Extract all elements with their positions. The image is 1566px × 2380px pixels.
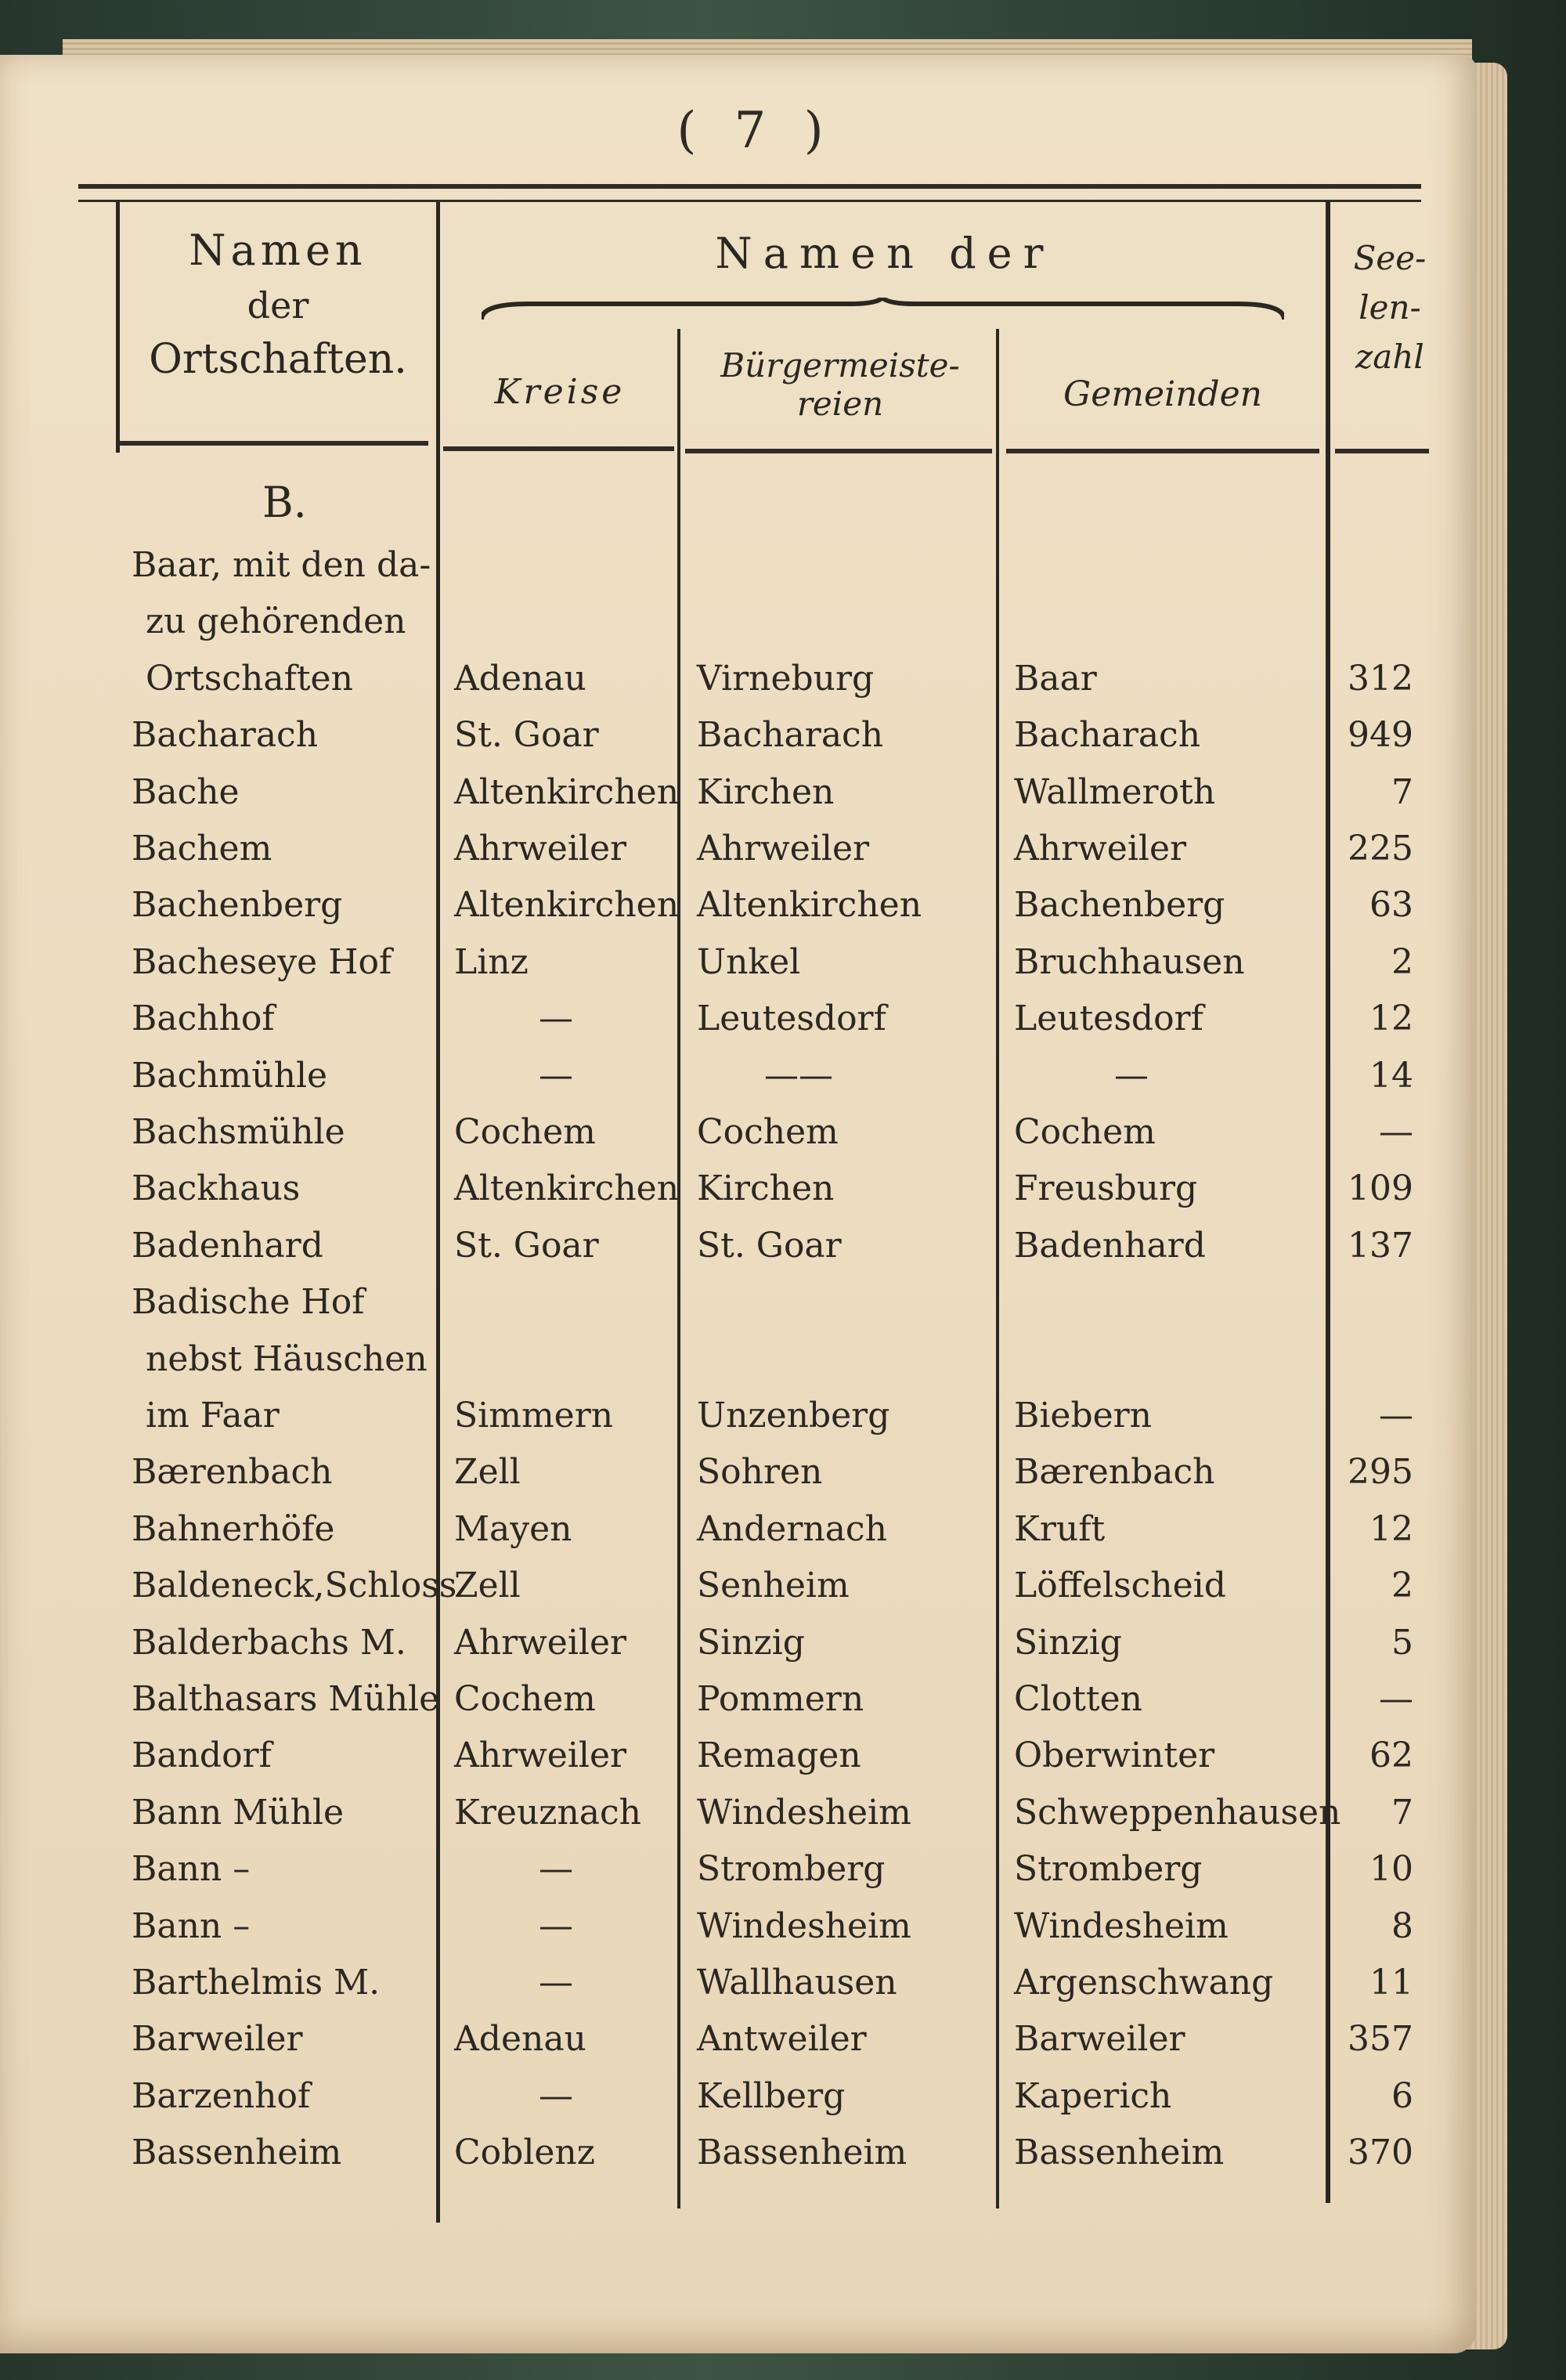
cell-kreis: — <box>539 999 573 1039</box>
cell-kreis: Zell <box>454 1452 521 1493</box>
cell-gemeinde: Ahrweiler <box>1014 829 1187 869</box>
header-ort-line1: Namen <box>189 226 367 275</box>
cell-ortschaft: Bachmühle <box>132 1055 328 1096</box>
cell-kreis: Adenau <box>454 658 586 699</box>
header-buergermeistereien <box>687 346 993 423</box>
cell-gemeinde: Löffelscheid <box>1014 1566 1226 1606</box>
header-top-rule <box>78 184 1421 202</box>
cell-ortschaft: nebst Häuschen <box>146 1338 428 1379</box>
header-rule-bm <box>685 449 992 453</box>
cell-seelenzahl: 109 <box>1348 1168 1413 1209</box>
cell-kreis: Cochem <box>454 1112 596 1152</box>
cell-seelenzahl: 7 <box>1391 1792 1413 1833</box>
cell-seelenzahl: 7 <box>1391 771 1413 812</box>
cell-gemeinde: Kruft <box>1014 1508 1106 1549</box>
header-zahl-line3: zahl <box>1355 338 1424 376</box>
cell-kreis: Cochem <box>454 1679 596 1719</box>
header-bm-line2: reien <box>796 385 884 423</box>
cell-ortschaft: Ortschaften <box>146 658 353 699</box>
cell-gemeinde: Bachenberg <box>1014 885 1225 926</box>
cell-buergermeisterei: Altenkirchen <box>697 885 922 926</box>
cell-seelenzahl: 312 <box>1348 658 1413 699</box>
cell-ortschaft: Backhaus <box>132 1168 301 1209</box>
cell-kreis: Zell <box>454 1566 521 1606</box>
cell-gemeinde: Baar <box>1014 658 1097 699</box>
cell-buergermeisterei: Unzenberg <box>697 1396 890 1436</box>
cell-kreis: Coblenz <box>454 2133 595 2173</box>
cell-gemeinde: Windesheim <box>1014 1905 1229 1946</box>
header-rule-gemeinde <box>1006 449 1319 453</box>
cell-seelenzahl: 63 <box>1369 885 1413 926</box>
cell-buergermeisterei: Unkel <box>697 941 801 982</box>
cell-buergermeisterei: Kellberg <box>697 2075 846 2116</box>
cell-kreis: — <box>539 1849 573 1890</box>
header-zahl-line2: len- <box>1359 288 1421 327</box>
cell-gemeinde: Leutesdorf <box>1014 999 1203 1039</box>
cell-buergermeisterei: Wallhausen <box>697 1963 897 2003</box>
cell-gemeinde: Kaperich <box>1014 2075 1172 2116</box>
cell-ortschaft: Bassenheim <box>132 2133 342 2173</box>
cell-gemeinde: Sinzig <box>1014 1622 1122 1663</box>
cell-ortschaft: Bache <box>132 771 240 812</box>
cell-buergermeisterei: Stromberg <box>697 1849 886 1890</box>
cell-gemeinde: Oberwinter <box>1014 1735 1215 1776</box>
cell-ortschaft: Bachhof <box>132 999 275 1039</box>
cell-ortschaft: Baar, mit den da- <box>132 545 431 585</box>
cell-gemeinde: Bassenheim <box>1014 2133 1225 2173</box>
cell-seelenzahl: 8 <box>1391 1905 1413 1946</box>
cell-kreis: Adenau <box>454 2019 586 2060</box>
cell-gemeinde: Bruchhausen <box>1014 941 1245 982</box>
cell-kreis: Altenkirchen <box>454 885 680 926</box>
cell-seelenzahl: 12 <box>1369 1508 1413 1549</box>
cell-buergermeisterei: Cochem <box>697 1112 839 1152</box>
cell-buergermeisterei: Windesheim <box>697 1792 911 1833</box>
cell-gemeinde: Freusburg <box>1014 1168 1198 1209</box>
cell-seelenzahl: 137 <box>1348 1225 1413 1266</box>
cell-gemeinde: Badenhard <box>1014 1225 1206 1266</box>
cell-gemeinde: Cochem <box>1014 1112 1156 1152</box>
cell-seelenzahl: 62 <box>1369 1735 1413 1776</box>
column-rule-kreis <box>677 329 680 2208</box>
cell-buergermeisterei: St. Goar <box>697 1225 842 1266</box>
cell-ortschaft: Badenhard <box>132 1225 323 1266</box>
cell-buergermeisterei: Leutesdorf <box>697 999 886 1039</box>
cell-kreis: — <box>539 1963 573 2003</box>
cell-seelenzahl: — <box>1379 1396 1413 1436</box>
cell-ortschaft: Bacheseye Hof <box>132 941 392 982</box>
header-rule-kreis <box>443 446 674 451</box>
cell-ortschaft: Barweiler <box>132 2019 303 2060</box>
cell-seelenzahl: 949 <box>1348 715 1413 756</box>
cell-kreis: Simmern <box>454 1396 614 1436</box>
cell-gemeinde: Bacharach <box>1014 715 1201 756</box>
cell-seelenzahl: 357 <box>1348 2019 1413 2060</box>
cell-seelenzahl: 370 <box>1348 2133 1413 2173</box>
cell-ortschaft: Bachem <box>132 829 272 869</box>
cell-buergermeisterei: Virneburg <box>697 658 875 699</box>
cell-ortschaft: Bærenbach <box>132 1452 333 1493</box>
header-namen-der: Namen der <box>715 229 1055 278</box>
cell-kreis: — <box>539 1055 573 1096</box>
header-rule-zahl <box>1335 449 1429 453</box>
cell-kreis: Ahrweiler <box>454 1735 627 1776</box>
section-letter: B. <box>262 478 307 527</box>
header-ort-line2: der <box>247 284 309 327</box>
cell-buergermeisterei: Remagen <box>697 1735 861 1776</box>
column-rule-left <box>116 202 120 453</box>
cell-ortschaft: Bahnerhöfe <box>132 1508 335 1549</box>
cell-kreis: St. Goar <box>454 1225 599 1266</box>
cell-ortschaft: Badische Hof <box>132 1282 365 1323</box>
cell-buergermeisterei: Bacharach <box>697 715 884 756</box>
header-brace <box>482 298 1284 321</box>
cell-seelenzahl: 14 <box>1369 1055 1413 1096</box>
cell-ortschaft: Balderbachs M. <box>132 1622 406 1663</box>
column-rule-ort <box>436 202 440 2223</box>
cell-kreis: Mayen <box>454 1508 572 1549</box>
cell-kreis: St. Goar <box>454 715 599 756</box>
cell-kreis: Ahrweiler <box>454 1622 627 1663</box>
cell-buergermeisterei: Sinzig <box>697 1622 805 1663</box>
cell-kreis: Ahrweiler <box>454 829 627 869</box>
cell-seelenzahl: — <box>1379 1112 1413 1152</box>
header-ortschaften <box>125 226 431 383</box>
cell-ortschaft: Bacharach <box>132 715 319 756</box>
cell-ortschaft: Baldeneck,Schloss <box>132 1566 457 1606</box>
header-ort-line3: Ortschaften. <box>149 336 407 383</box>
cell-kreis: Altenkirchen <box>454 1168 680 1209</box>
cell-gemeinde: Schweppenhausen <box>1014 1792 1341 1833</box>
cell-gemeinde: Stromberg <box>1014 1849 1203 1890</box>
cell-seelenzahl: 12 <box>1369 999 1413 1039</box>
header-gemeinden: Gemeinden <box>1063 374 1262 414</box>
header-kreise: Kreise <box>494 372 626 412</box>
cell-kreis: Kreuznach <box>454 1792 642 1833</box>
cell-buergermeisterei: Antweiler <box>697 2019 867 2060</box>
cell-seelenzahl: 295 <box>1348 1452 1413 1493</box>
cell-ortschaft: Barthelmis M. <box>132 1963 381 2003</box>
cell-gemeinde: Wallmeroth <box>1014 771 1216 812</box>
cell-ortschaft: Bachenberg <box>132 885 343 926</box>
cell-ortschaft: Bann – <box>132 1849 251 1890</box>
cell-ortschaft: im Faar <box>146 1396 280 1436</box>
cell-kreis: — <box>539 1905 573 1946</box>
cell-buergermeisterei: Ahrweiler <box>697 829 870 869</box>
cell-kreis: — <box>539 2075 573 2116</box>
cell-ortschaft: Bachsmühle <box>132 1112 345 1152</box>
header-zahl-line1: See- <box>1353 239 1427 277</box>
cell-buergermeisterei: Kirchen <box>697 1168 835 1209</box>
cell-seelenzahl: 225 <box>1348 829 1413 869</box>
cell-gemeinde: Bærenbach <box>1014 1452 1215 1493</box>
cell-buergermeisterei: Senheim <box>697 1566 850 1606</box>
cell-seelenzahl: 6 <box>1391 2075 1413 2116</box>
cell-gemeinde: Biebern <box>1014 1396 1153 1436</box>
cell-seelenzahl: 5 <box>1391 1622 1413 1663</box>
cell-buergermeisterei: Pommern <box>697 1679 864 1719</box>
cell-ortschaft: Bandorf <box>132 1735 272 1776</box>
cell-seelenzahl: 10 <box>1369 1849 1413 1890</box>
cell-ortschaft: Bann Mühle <box>132 1792 345 1833</box>
cell-buergermeisterei: Windesheim <box>697 1905 911 1946</box>
cell-ortschaft: Barzenhof <box>132 2075 311 2116</box>
cell-gemeinde: — <box>1114 1055 1149 1096</box>
cell-seelenzahl: 11 <box>1369 1963 1413 2003</box>
cell-gemeinde: Barweiler <box>1014 2019 1185 2060</box>
header-bm-line1: Bürgermeiste- <box>720 346 960 385</box>
cell-seelenzahl: 2 <box>1391 941 1413 982</box>
cell-kreis: Altenkirchen <box>454 771 680 812</box>
cell-buergermeisterei: Kirchen <box>697 771 835 812</box>
cell-ortschaft: zu gehörenden <box>146 601 406 642</box>
cell-kreis: Linz <box>454 941 529 982</box>
cell-gemeinde: Argenschwang <box>1014 1963 1274 2003</box>
cell-seelenzahl: 2 <box>1391 1566 1413 1606</box>
cell-buergermeisterei: Bassenheim <box>697 2133 907 2173</box>
header-seelenzahl <box>1335 239 1445 376</box>
cell-gemeinde: Clotten <box>1014 1679 1142 1719</box>
cell-buergermeisterei: Sohren <box>697 1452 823 1493</box>
cell-ortschaft: Balthasars Mühle <box>132 1679 440 1719</box>
cell-buergermeisterei: Andernach <box>697 1508 887 1549</box>
page-number: ( 7 ) <box>677 102 835 160</box>
cell-ortschaft: Bann – <box>132 1905 251 1946</box>
column-rule-bm <box>996 329 999 2208</box>
header-rule-ort <box>119 441 428 446</box>
cell-buergermeisterei: —— <box>764 1055 833 1096</box>
cell-seelenzahl: — <box>1379 1679 1413 1719</box>
